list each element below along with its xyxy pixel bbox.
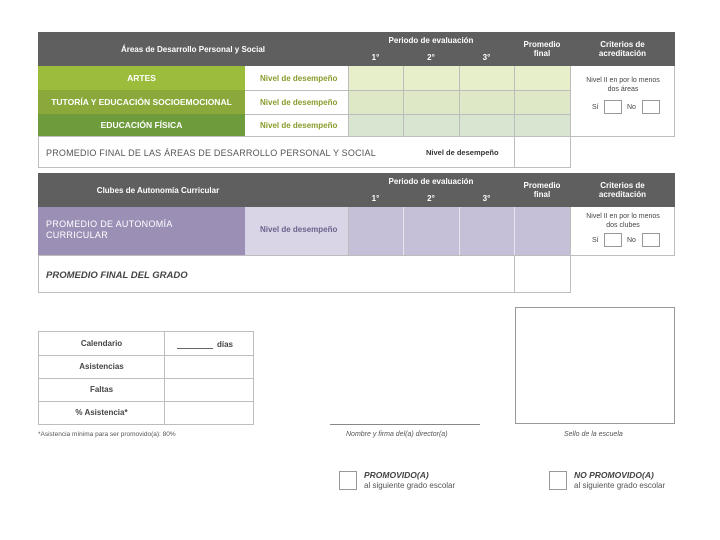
promoted-checkbox[interactable] [339, 471, 357, 490]
director-signature-line[interactable] [330, 424, 480, 425]
table2-period-label: Periodo de evaluación [348, 173, 514, 190]
autonomia-row-label: PROMEDIO DE AUTONOMÍA CURRICULAR [46, 219, 173, 240]
table-areas [38, 32, 675, 168]
attendance-label: Asistencias [79, 362, 124, 371]
school-seal-label: Sello de la escuela [564, 431, 623, 438]
attendance-footnote: *Asistencia mínima para ser promovido(a): 80% [38, 431, 176, 438]
level-artes: Nivel de desempeño [260, 73, 338, 83]
table-clubes [38, 173, 675, 293]
table1-header-title: Áreas de Desarrollo Personal y Social [38, 32, 348, 66]
table1-period-3: 3° [459, 49, 514, 66]
not-promoted-checkbox[interactable] [549, 471, 567, 490]
table1-period-label: Periodo de evaluación [348, 32, 514, 49]
autonomia-level: Nivel de desempeño [260, 225, 338, 234]
school-seal-box[interactable] [515, 307, 675, 424]
attendance-table [38, 331, 254, 425]
not-promoted-subtitle: al siguiente grado escolar [574, 481, 666, 490]
table2-period-3: 3° [459, 190, 514, 207]
level-educacion-fisica: Nivel de desempeño [260, 120, 338, 130]
table1-yes-checkbox[interactable] [604, 100, 622, 114]
table2-no-checkbox[interactable] [642, 233, 660, 247]
table2-yes-label: Sí [592, 237, 599, 244]
table1-yes-label: Sí [592, 104, 599, 111]
table2-no-label: No [627, 237, 636, 244]
area-tutoria: TUTORÍA Y EDUCACIÓN SOCIOEMOCIONAL [38, 90, 245, 114]
table1-period-1: 1° [348, 49, 403, 66]
percent-label: % Asistencia* [75, 408, 128, 417]
table2-period-1: 1° [348, 190, 403, 207]
percent-value[interactable] [165, 402, 253, 424]
table1-final-row-level: Nivel de desempeño [426, 148, 499, 157]
area-educacion-fisica: EDUCACIÓN FÍSICA [38, 114, 245, 136]
table1-final-row-label: PROMEDIO FINAL DE LAS ÁREAS DE DESARROLLO PERSONAL Y SOCIAL [46, 148, 376, 158]
calendar-label: Calendario [80, 339, 123, 348]
table1-final-label: Promedio final [514, 32, 570, 66]
table1-no-label: No [627, 104, 636, 111]
table2-criteria-text: Nivel II en por lo menos dos clubes [586, 213, 660, 229]
attendance-value[interactable] [165, 356, 253, 378]
absences-label: Faltas [89, 385, 114, 394]
calendar-days-blank[interactable] [177, 348, 213, 349]
table1-no-checkbox[interactable] [642, 100, 660, 114]
table1-criteria-label: Criterios de acreditación [570, 32, 675, 66]
grade-final-label: PROMEDIO FINAL DEL GRADO [46, 270, 188, 281]
table1-criteria-text: Nivel II en por lo menos dos áreas [586, 77, 660, 93]
promoted-title: PROMOVIDO(A) [364, 470, 429, 480]
table2-criteria-label: Criterios de acreditación [570, 173, 675, 207]
promoted-subtitle: al siguiente grado escolar [364, 481, 456, 490]
level-tutoria: Nivel de desempeño [260, 97, 338, 107]
table1-period-2: 2° [403, 49, 459, 66]
table2-period-2: 2° [403, 190, 459, 207]
absences-value[interactable] [165, 379, 253, 401]
table2-final-label: Promedio final [514, 173, 570, 207]
days-label: días [217, 340, 234, 349]
director-signature-label: Nombre y firma del(a) director(a) [346, 431, 448, 438]
area-artes: ARTES [38, 66, 245, 90]
table2-yes-checkbox[interactable] [604, 233, 622, 247]
not-promoted-title: NO PROMOVIDO(A) [574, 470, 654, 480]
table2-header-title: Clubes de Autonomía Curricular [38, 173, 278, 207]
